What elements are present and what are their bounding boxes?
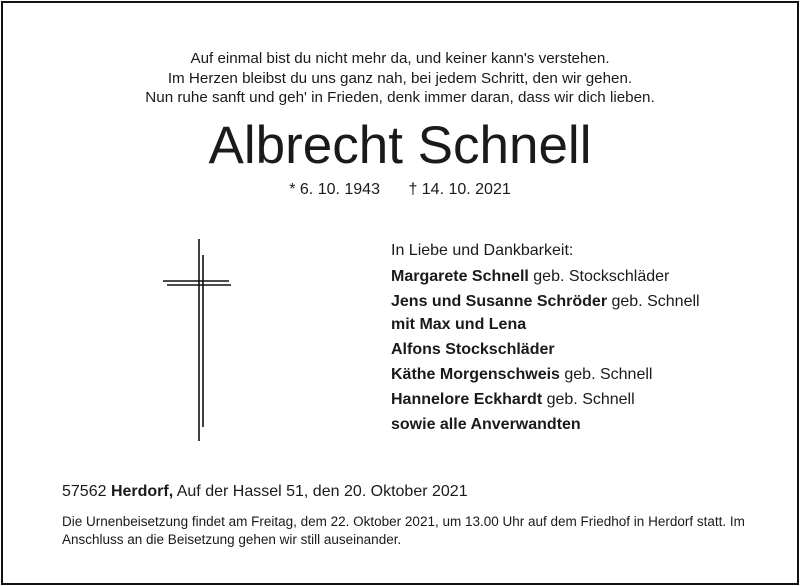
poem-line: Im Herzen bleibst du uns ganz nah, bei jedem Schritt, den wir gehen. <box>167 69 633 87</box>
mourner-suffix: geb. Schnell <box>559 366 653 383</box>
mourner-entry <box>391 363 700 386</box>
poem-line: Auf einmal bist du nicht mehr da, und keiner kann's verstehen. <box>190 50 610 67</box>
mourner-name: Alfons Stockschläder <box>391 341 555 358</box>
mourners-list <box>391 239 700 436</box>
mourner-suffix: geb. Schnell <box>607 293 700 310</box>
mourner-name: Margarete Schnell <box>391 268 529 285</box>
mourners-intro: In Liebe und Dankbarkeit: <box>391 242 574 259</box>
mourner-entry <box>391 265 700 288</box>
poem <box>3 49 797 108</box>
birth-date: * 6. 10. 1943 <box>289 181 380 198</box>
life-dates <box>3 180 797 200</box>
mourner-entry <box>391 388 700 411</box>
mourner-name: Jens und Susanne Schröder <box>391 293 608 310</box>
mourner-name: Hannelore Eckhardt <box>391 391 543 408</box>
deceased-name: Albrecht Schnell <box>208 116 592 175</box>
mourner-entry <box>391 338 700 361</box>
address-date: Auf der Hassel 51, den 20. Oktober 2021 <box>173 483 468 500</box>
mourner-suffix: geb. Stockschläder <box>528 268 670 285</box>
zip-code: 57562 <box>62 483 111 500</box>
town: Herdorf, <box>110 483 174 500</box>
death-date: † 14. 10. 2021 <box>408 181 511 198</box>
mourner-entry <box>391 313 700 336</box>
funeral-notice: Die Urnenbeisetzung findet am Freitag, dem 22. Oktober 2021, um 13.00 Uhr auf dem Friedhof in Herdorf statt. Im Anschluss an die Beisetzung gehen wir still auseinander. <box>62 514 745 547</box>
mourner-entry <box>391 413 700 436</box>
poem-line: Nun ruhe sanft und geh' in Frieden, denk immer daran, dass wir dich lieben. <box>145 89 655 106</box>
mourner-name: Käthe Morgenschweis <box>391 366 560 383</box>
mourner-name: mit Max und Lena <box>391 316 527 333</box>
obituary-card <box>1 1 799 585</box>
mourner-entry <box>391 290 700 313</box>
place-date-line <box>62 482 468 502</box>
mourner-name: sowie alle Anverwandten <box>391 416 581 433</box>
cross-icon <box>163 239 231 441</box>
mourner-suffix: geb. Schnell <box>542 391 635 408</box>
